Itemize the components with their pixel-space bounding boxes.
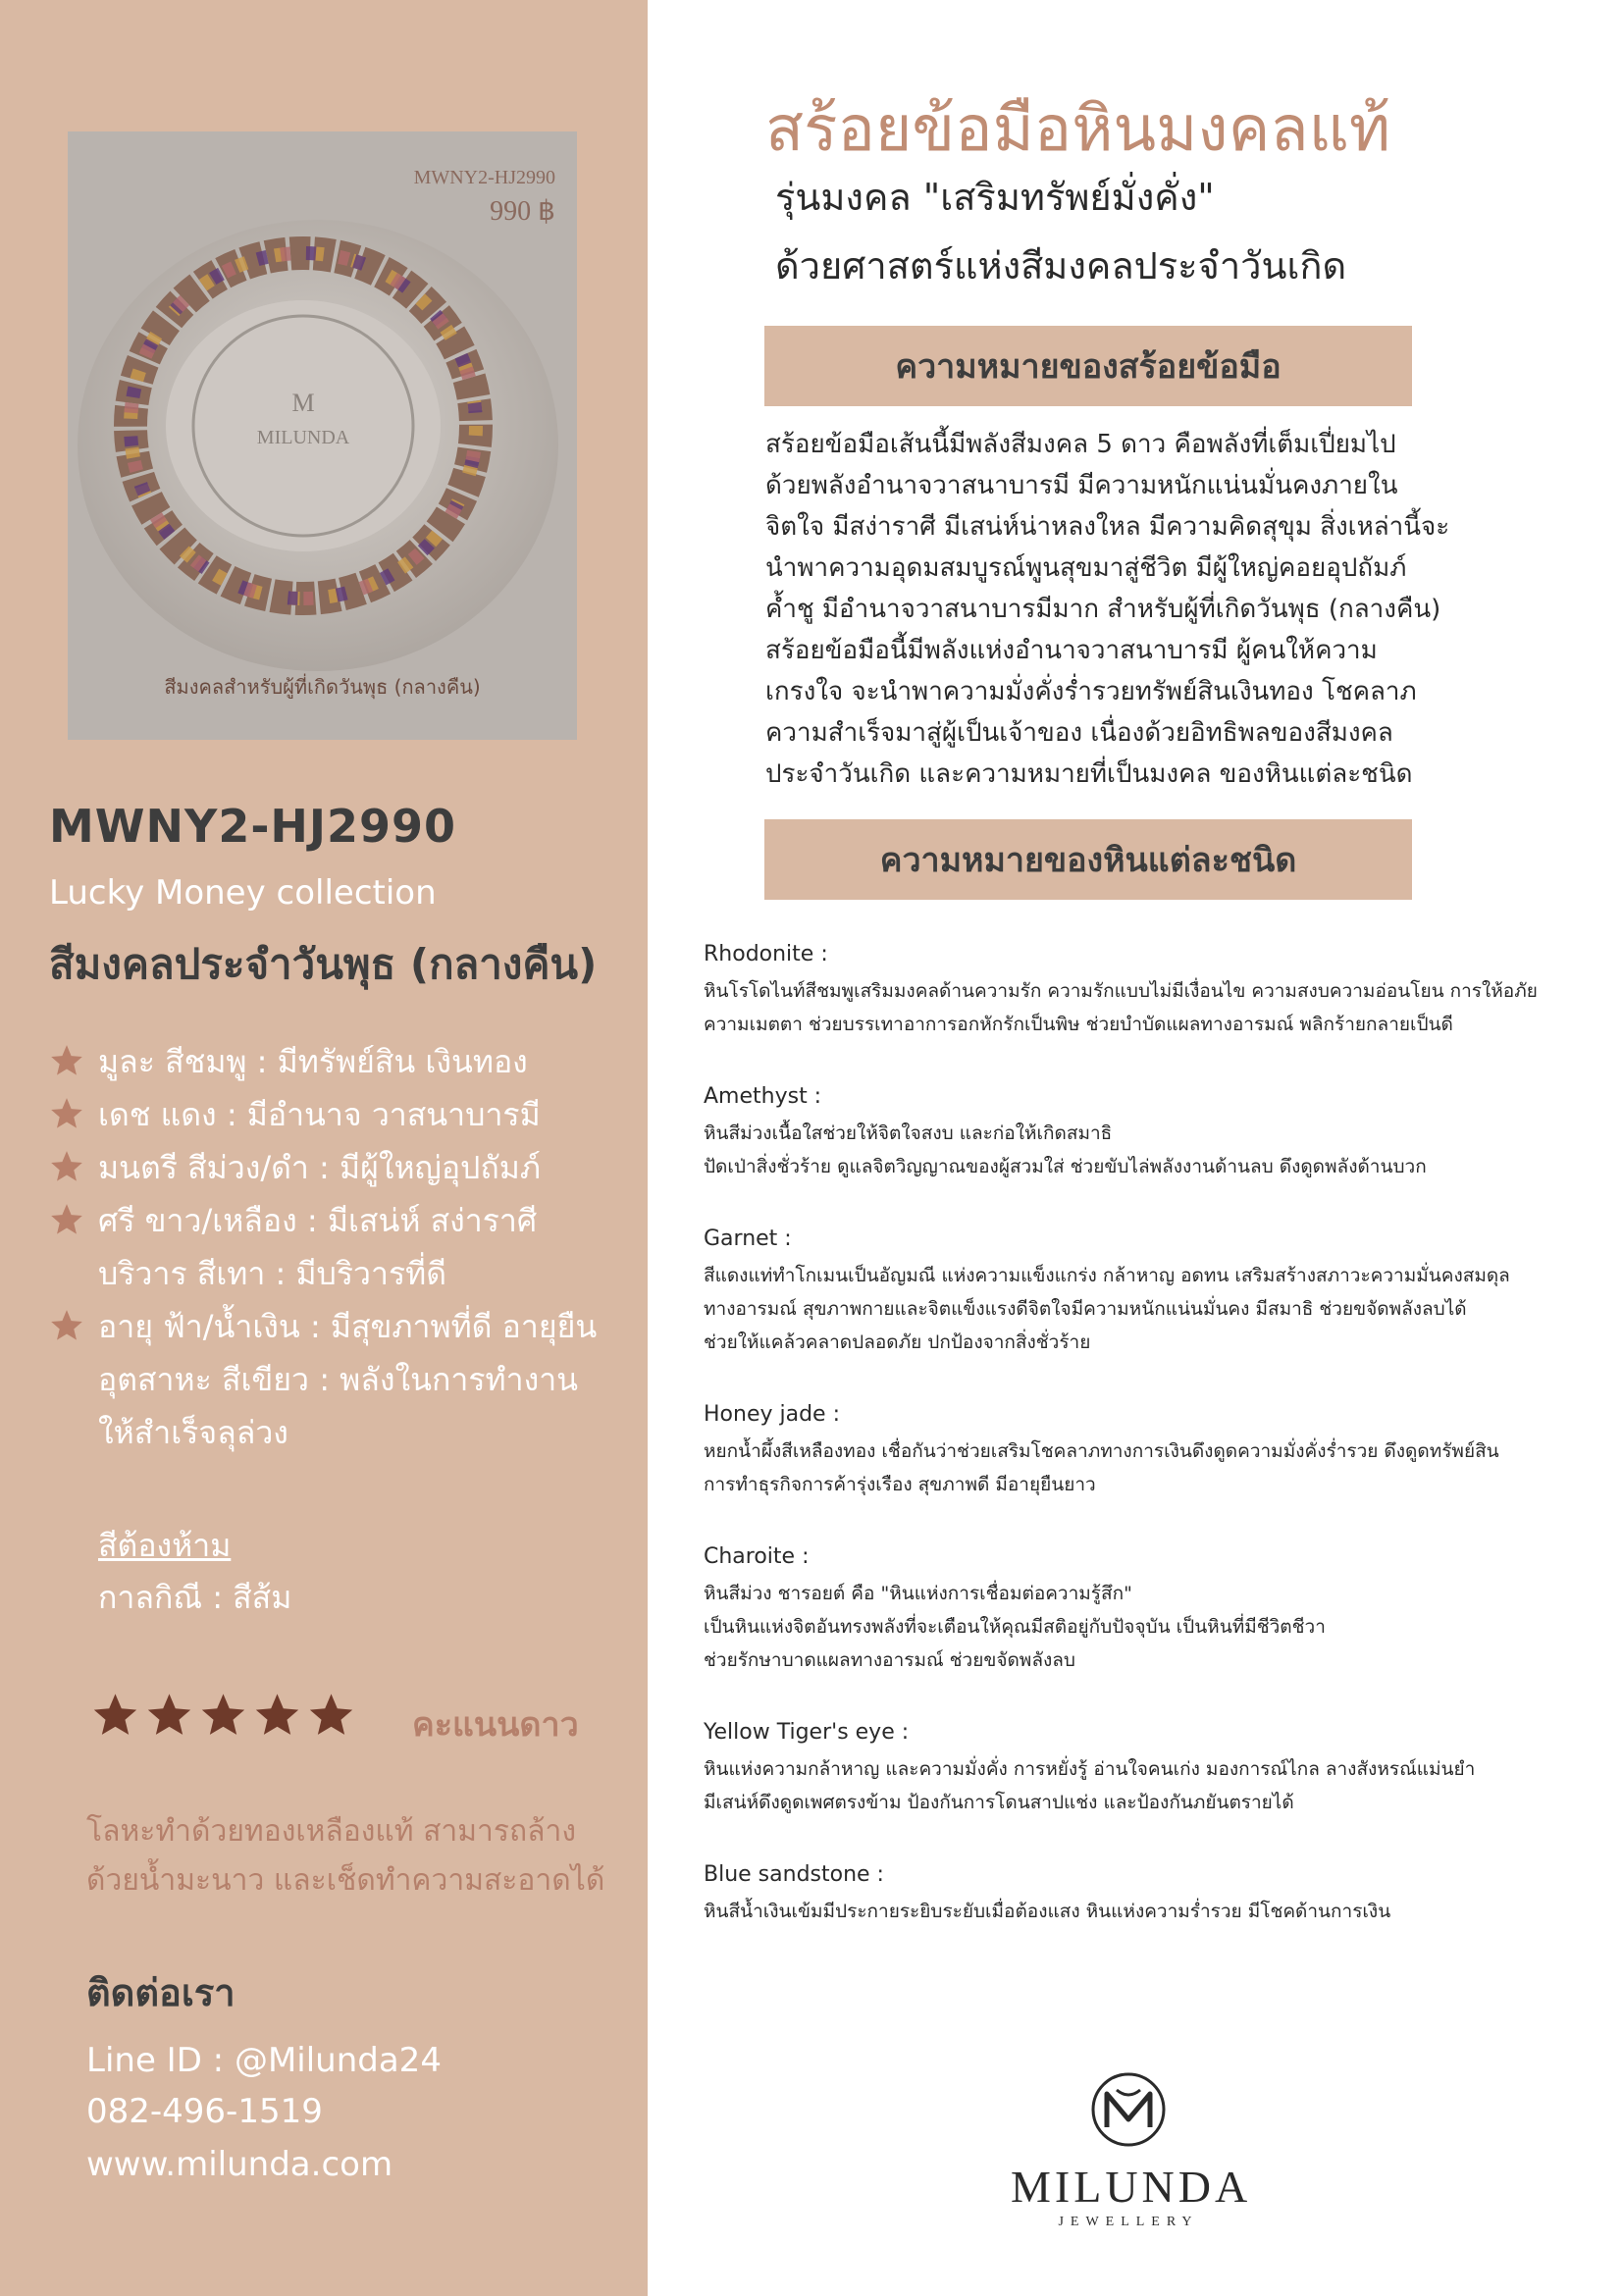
stone-item [704, 1084, 1587, 1183]
meaning-line: ด้วยพลังอำนาจวาสนาบารมี มีความหนักแน่นมั่นคงภายใน [765, 471, 1398, 500]
rating-star-icon [196, 1690, 250, 1741]
attribute-row [47, 1406, 597, 1459]
monogram-icon [1089, 2070, 1168, 2149]
rating-star-icon [88, 1690, 142, 1741]
meaning-line: จิตใจ มีสง่าราศี มีเสน่ห์น่าหลงใหล มีความคิดสุขุม สิ่งเหล่านี้จะ [765, 512, 1450, 542]
stone-name: Honey jade : [704, 1402, 840, 1427]
product-photo [68, 131, 577, 740]
attribute-text: ให้สำเร็จลุล่วง [98, 1413, 288, 1451]
stone-desc-line: หินสีม่วงเนื้อใสช่วยให้จิตใจสงบ และก่อให้เกิดสมาธิ [704, 1122, 1113, 1144]
rating-star-icon [304, 1690, 358, 1741]
attribute-row [47, 1247, 597, 1300]
stones-section-header: ความหมายของหินแต่ละชนิด [764, 819, 1412, 900]
attribute-row [47, 1300, 597, 1353]
stone-desc-line: ช่วยให้แคล้วคลาดปลอดภัย ปกป้องจากสิ่งชั่วร้าย [704, 1331, 1091, 1353]
metal-line: โลหะทำด้วยทองเหลืองแท้ สามารถล้าง [86, 1814, 577, 1849]
rating-label: คะแนนดาว [412, 1705, 579, 1745]
svg-text:M: M [291, 389, 315, 417]
star-icon [47, 1307, 98, 1346]
stone-name: Blue sandstone : [704, 1862, 884, 1887]
forbidden-value: กาลกิณี : สีส้ม [98, 1579, 292, 1616]
stone-desc-line: หินแห่งความกล้าหาญ และความมั่งคั่ง การหยั่งรู้ อ่านใจคนเก่ง มองการณ์ไกล ลางสังหรณ์แม่นยำ [704, 1758, 1476, 1780]
stone-desc-line: เป็นหินแห่งจิตอันทรงพลังที่จะเตือนให้คุณมีสติอยู่กับปัจจุบัน เป็นหินที่มีชีวิตชีวา [704, 1616, 1326, 1638]
contact-phone[interactable]: 082-496-1519 [86, 2092, 323, 2131]
attribute-text: มูละ สีชมพู : มีทรัพย์สิน เงินทอง [98, 1042, 528, 1080]
attribute-row [47, 1141, 597, 1194]
rating-star-icon [142, 1690, 196, 1741]
stone-name: Amethyst : [704, 1084, 822, 1109]
attribute-text: อุตสาหะ สีเขียว : พลังในการทำงาน [98, 1360, 579, 1398]
subtitle-2: ด้วยศาสตร์แห่งสีมงคลประจำวันเกิด [775, 244, 1347, 287]
attribute-row [47, 1035, 597, 1088]
stone-desc-line: หินสีม่วง ชารอยต์ คือ "หินแห่งการเชื่อมต่อความรู้สึก" [704, 1583, 1132, 1604]
subtitle-1: รุ่นมงคล "เสริมทรัพย์มั่งคั่ง" [775, 176, 1215, 219]
stone-desc-line: ช่วยรักษาบาดแผลทางอารมณ์ ช่วยขจัดพลังลบ [704, 1649, 1075, 1671]
stone-desc-line: หินสีน้ำเงินเข้มมีประกายระยิบระยับเมื่อต้องแสง หินแห่งความร่ำรวย มีโชคด้านการเงิน [704, 1901, 1391, 1922]
attribute-row [47, 1353, 597, 1406]
meaning-line: ประจำวันเกิด และความหมายที่เป็นมงคล ของหินแต่ละชนิด [765, 759, 1413, 789]
attribute-text: บริวาร สีเทา : มีบริวารที่ดี [98, 1254, 447, 1292]
meaning-line: ความสำเร็จมาสู่ผู้เป็นเจ้าของ เนื่องด้วยอิทธิพลของสีมงคล [765, 718, 1393, 748]
stone-item [704, 1226, 1587, 1359]
meaning-line: สร้อยข้อมือนี้มีพลังแห่งอำนาจวาสนาบารมี ผู้คนให้ความ [765, 636, 1378, 665]
attribute-text: อายุ ฟ้า/น้ำเงิน : มีสุขภาพที่ดี อายุยืน [98, 1307, 598, 1345]
stone-desc-line: มีเสน่ห์ดึงดูดเพศตรงข้าม ป้องกันการโดนสาปแช่ง และป้องกันภยันตรายได้ [704, 1792, 1294, 1813]
stone-desc-line: หยกน้ำผึ้งสีเหลืองทอง เชื่อกันว่าช่วยเสริมโชคลาภทางการเงินดึงดูดความมั่งคั่งร่ำรวย ดึงดูดทรัพย์สิน [704, 1440, 1499, 1462]
stone-name: Charoite : [704, 1544, 810, 1569]
collection-name: Lucky Money collection [49, 873, 437, 913]
stone-desc-line: ความเมตตา ช่วยบรรเทาอาการอกหักรักเป็นพิษ ช่วยบำบัดแผลทางอารมณ์ พลิกร้ายกลายเป็นดี [704, 1014, 1453, 1035]
rating-star-icon [250, 1690, 304, 1741]
brand-name: MILUNDA [1011, 2162, 1252, 2212]
meaning-line: เกรงใจ จะนำพาความมั่งคั่งร่ำรวยทรัพย์สินเงินทอง โชคลาภ [765, 677, 1417, 706]
meaning-line: นำพาความอุดมสมบูรณ์พูนสุขมาสู่ชีวิต มีผู้ใหญ่คอยอุปถัมภ์ [765, 553, 1407, 583]
attribute-text: เดช แดง : มีอำนาจ วาสนาบารมี [98, 1095, 541, 1133]
attribute-row [47, 1194, 597, 1247]
color-attributes [47, 1035, 597, 1459]
contact-website[interactable]: www.milunda.com [86, 2145, 393, 2184]
attribute-row [47, 1088, 597, 1141]
stone-desc-line: ทางอารมณ์ สุขภาพกายและจิตแข็งแรงดีจิตใจมีความหนักแน่นมั่นคง มีสมาธิ ช่วยขจัดพลังลบได้ [704, 1298, 1467, 1320]
star-rating [88, 1690, 358, 1741]
attribute-text: ศรี ขาว/เหลือง : มีเสน่ห์ สง่าราศี [98, 1201, 538, 1239]
stone-item [704, 1402, 1587, 1501]
star-icon [47, 1042, 98, 1081]
meaning-section-header: ความหมายของสร้อยข้อมือ [764, 326, 1412, 406]
star-icon [47, 1095, 98, 1134]
stone-item [704, 942, 1587, 1041]
stones-list [704, 942, 1587, 1971]
day-title: สีมงคลประจำวันพุธ (กลางคืน) [49, 940, 598, 988]
stone-desc-line: ปัดเป่าสิ่งชั่วร้าย ดูแลจิตวิญญาณของผู้สวมใส่ ช่วยขับไล่พลังงานด้านลบ ดึงดูดพลังด้านบวก [704, 1156, 1427, 1177]
stone-item [704, 1544, 1587, 1677]
metal-line: ด้วยน้ำมะนาว และเช็ดทำความสะอาดได้ [86, 1863, 605, 1898]
product-sku: MWNY2-HJ2990 [49, 800, 457, 853]
main-title: สร้อยข้อมือหินมงคลแท้ [765, 93, 1391, 166]
svg-text:MILUNDA: MILUNDA [256, 427, 350, 448]
meaning-line: ค้ำชู มีอำนาจวาสนาบารมีมาก สำหรับผู้ที่เกิดวันพุธ (กลางคืน) [765, 595, 1441, 624]
left-sidebar [0, 0, 648, 2296]
attribute-text: มนตรี สีม่วง/ดำ : มีผู้ใหญ่อุปถัมภ์ [98, 1148, 541, 1186]
stone-name: Garnet : [704, 1226, 792, 1251]
stone-desc-line: หินโรโดไนท์สีชมพูเสริมมงคลด้านความรัก ความรักแบบไม่มีเงื่อนไข ความสงบความอ่อนโยน การให้อภัย [704, 980, 1538, 1002]
meaning-paragraph [765, 424, 1452, 795]
forbidden-title: สีต้องห้าม [98, 1527, 232, 1564]
metal-note [86, 1807, 604, 1905]
stone-item [704, 1720, 1587, 1819]
stone-item [704, 1862, 1587, 1928]
star-icon [47, 1148, 98, 1187]
brand-subtitle: JEWELLERY [1058, 2215, 1199, 2229]
brand-logo [1011, 2070, 1252, 2230]
stone-name: Rhodonite : [704, 942, 828, 966]
stone-name: Yellow Tiger's eye : [704, 1720, 910, 1745]
stone-desc-line: การทำธุรกิจการค้ารุ่งเรือง สุขภาพดี มีอายุยืนยาว [704, 1474, 1096, 1495]
stone-desc-line: สีแดงแท่ทำโกเมนเป็นอัญมณี แห่งความแข็งแกร่ง กล้าหาญ อดทน เสริมสร้างสภาวะความมั่นคงสมดุล [704, 1265, 1510, 1286]
photo-code: MWNY2-HJ2990 [413, 167, 555, 188]
contact-title: ติดต่อเรา [86, 1971, 235, 2014]
star-icon [47, 1201, 98, 1240]
contact-line-id[interactable]: Line ID : @Milunda24 [86, 2041, 442, 2080]
photo-price: 990 ฿ [490, 196, 555, 227]
meaning-line: สร้อยข้อมือเส้นนี้มีพลังสีมงคล 5 ดาว คือพลังที่เต็มเปี่ยมไป [765, 430, 1396, 459]
photo-caption: สีมงคลสำหรับผู้ที่เกิดวันพุธ (กลางคืน) [164, 675, 481, 699]
